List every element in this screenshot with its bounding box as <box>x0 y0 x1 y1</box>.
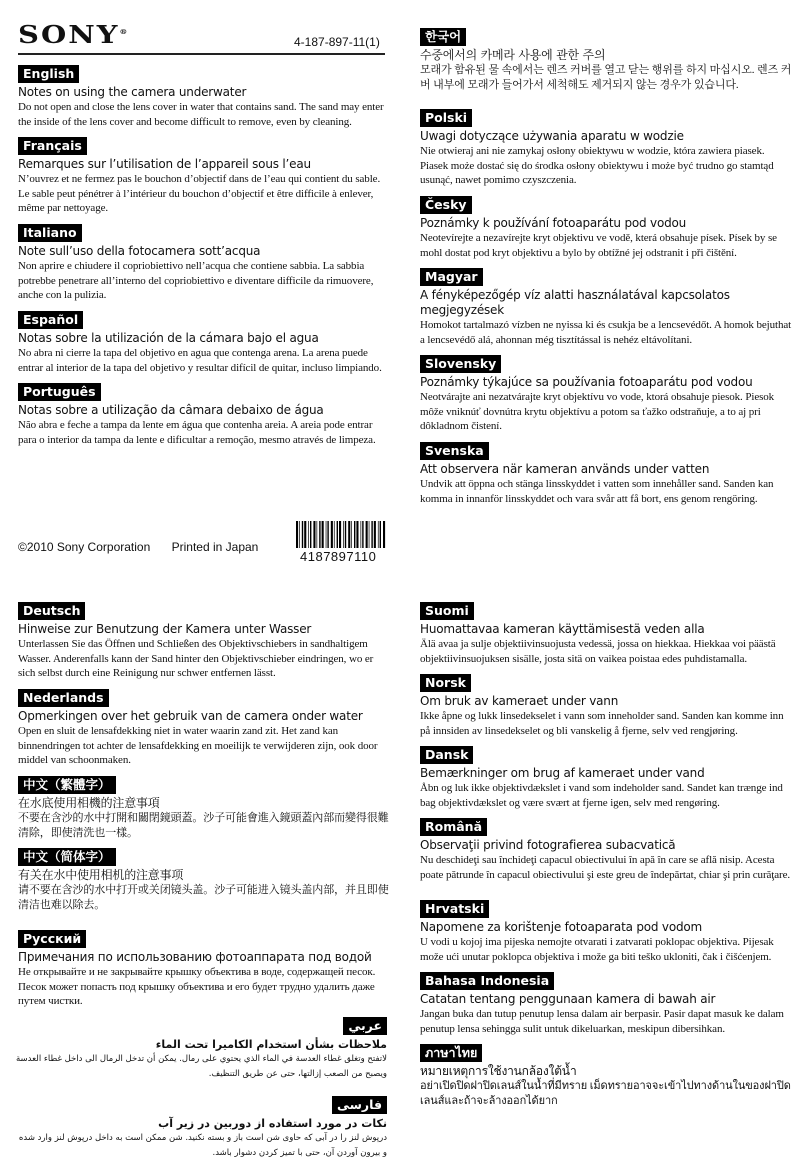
language-section <box>18 928 390 1009</box>
barcode-bar <box>383 521 385 548</box>
section-heading: A fényképezőgép víz alatti használatával kapcsolatos megjegyzések <box>420 288 730 317</box>
barcode <box>296 521 386 548</box>
section-body: لاتفتح وتغلق غطاء العدسة في الماء الذي يحتوي على رمال. يمكن أن تدخل الرمال الى داخل غطاء العدسة ويصبح من الصعب إزالتها، حتى عن طريق التنظيف. <box>16 1054 387 1079</box>
language-section <box>420 266 792 347</box>
language-label: Polski <box>420 109 472 127</box>
language-section <box>18 774 390 840</box>
footer <box>18 540 276 554</box>
section-heading: Notas sobre a utilização da câmara debaixo de água <box>18 403 324 417</box>
language-section <box>420 816 792 882</box>
section-body: Non aprire e chiudere il copriobiettivo nell’acqua che contiene sabbia. La sabbia potrebbe penetrare all’interno del copriobiettivo e diventare difficile da rimuovere, anche con la pulizia. <box>18 260 374 301</box>
language-section <box>420 440 792 506</box>
barcode-bar <box>345 521 346 548</box>
barcode-bar <box>334 521 335 548</box>
copyright: ©2010 Sony Corporation <box>18 540 151 554</box>
barcode-bar <box>331 521 333 548</box>
language-label: Hrvatski <box>420 900 489 918</box>
section-heading: Примечания по использованию фотоаппарата под водой <box>18 950 372 964</box>
language-section <box>420 970 792 1036</box>
barcode-bar <box>302 521 303 548</box>
section-heading: 수중에서의 카메라 사용에 관한 주의 <box>420 48 606 62</box>
barcode-bar <box>339 521 341 548</box>
barcode-bar <box>296 521 298 548</box>
language-section <box>15 1015 387 1082</box>
section-heading: Napomene za korištenje fotoaparata pod vodom <box>420 920 703 934</box>
language-label: Bahasa Indonesia <box>420 972 554 990</box>
section-body: 请不要在含沙的水中打开或关闭镜头盖。沙子可能进入镜头盖内部，并且即使清洁也难以除去。 <box>18 884 389 911</box>
section-body: Nie otwieraj ani nie zamykaj osłony obiektywu w wodzie, która zawiera piasek. Piasek może dostać się do środka osłony obiektywu i może być trudno go stamtąd usunąć, nawet pomimo czyszczenia. <box>420 145 774 186</box>
language-label: Svenska <box>420 442 489 460</box>
section-body: Не открывайте и не закрывайте крышку объектива в воде, содержащей песок. Песок может попасть под крышку объектива и его будет трудно удалить даже путем чистки. <box>18 966 376 1007</box>
section-heading: Notas sobre la utilización de la cámara bajo el agua <box>18 331 319 345</box>
language-label: Français <box>18 137 87 155</box>
section-body: Não abra e feche a tampa da lente em água que contenha areia. A areia pode entrar para o interior da tampa da lente e dificultar a remoção, mesmo através de limpeza. <box>18 419 376 446</box>
section-body: 不要在含沙的水中打開和關閉鏡頭蓋。沙子可能會進入鏡頭蓋內部而變得很難清除，即使清洗也一樣。 <box>18 812 389 839</box>
section-heading: 在水底使用相機的注意事項 <box>18 796 160 810</box>
part-number: 4-187-897-11(1) <box>294 35 380 49</box>
section-body: Älä avaa ja sulje objektiivinsuojusta vedessä, jossa on hiekkaa. Hiekkaa voi päästä objektiivinsuojuksen sisälle, josta sitä on vaikea poistaa edes puhdistamalla. <box>420 638 776 665</box>
section-heading: ملاحظات بشأن استخدام الكاميرا تحت الماء <box>155 1038 387 1051</box>
barcode-bar <box>351 521 352 548</box>
section-heading: หมายเหตุการใช้งานกล้องใต้น้ำ <box>420 1064 577 1078</box>
language-label: Русский <box>18 930 86 948</box>
section-body: درپوش لنز را در آبی که حاوی شن است باز و بسته نکنید. شن ممکن است به داخل درپوش لنز وارد شده و بیرون آوردن آن، حتی با تمیز کردن دشوار باشد. <box>18 1133 387 1158</box>
section-body: Åbn og luk ikke objektivdækslet i vand som indeholder sand. Sandet kan trænge ind bag objektivdækslet og være svært at fjerne igen, selv med rengøring. <box>420 782 783 809</box>
section-heading: Note sull’uso della fotocamera sott’acqua <box>18 244 261 258</box>
barcode-bar <box>310 521 311 548</box>
section-body: Jangan buka dan tutup penutup lensa dalam air berpasir. Pasir dapat masuk ke dalam penutup lensa sehingga sulit untuk dikeluarkan, meskipun dibersihkan. <box>420 1008 784 1035</box>
section-body: Do not open and close the lens cover in water that contains sand. The sand may enter the inside of the lens cover and become difficult to remove, even by cleaning. <box>18 101 384 128</box>
barcode-bar <box>371 521 372 548</box>
section-body: Unterlassen Sie das Öffnen und Schließen des Objektivschiebers in sandhaltigem Wasser. Anderenfalls kann der Sand hinter den Objektivschieber eindringen, wo er sich selbst durch eine Reinigung nur schwer entfernen lässt. <box>18 638 374 679</box>
language-label: Česky <box>420 196 472 214</box>
section-heading: Att observera när kameran används under vatten <box>420 462 710 476</box>
logo-text: SONY <box>18 20 120 49</box>
section-body: U vodi u kojoj ima pijeska nemojte otvarati i zatvarati poklopac objektiva. Pijesak može ući unutar poklopca objektiva i može ga biti teško ukloniti, čak i čišćenjem. <box>420 936 774 963</box>
section-body: Undvik att öppna och stänga linsskyddet i vatten som innehåller sand. Sanden kan komma in innanför linsskyddet och vara svår att få bort, ens genom rengöring. <box>420 478 774 505</box>
barcode-bar <box>361 521 362 548</box>
section-heading: 有关在水中使用相机的注意事项 <box>18 868 184 882</box>
language-section <box>420 194 792 260</box>
language-section <box>420 107 792 188</box>
section-body: Ikke åpne og lukk linsedekselet i vann som inneholder sand. Sanden kan komme inn på innsiden av linsedekselet og bli vanskelig å fjerne, selv ved rengjøring. <box>420 710 784 737</box>
barcode-bar <box>374 521 376 548</box>
section-heading: نکات در مورد استفاده از دوربین در زیر آب <box>158 1117 387 1130</box>
barcode-number: 4187897110 <box>300 549 377 564</box>
section-heading: Poznámky týkajúce sa používania fotoaparátu pod vodou <box>420 375 753 389</box>
language-section <box>18 309 390 375</box>
section-body: อย่าเปิดปิดฝาปิดเลนส์ในน้ำที่มีทราย เม็ดทรายอาจจะเข้าไปทางด้านในของฝาปิดเลนส์และถ้าจะล้างออกได้ยาก <box>420 1080 791 1107</box>
language-section <box>18 135 390 216</box>
barcode-bar <box>380 521 381 548</box>
barcode-bar <box>322 521 324 548</box>
barcode-bar <box>362 521 363 548</box>
header-divider <box>18 53 385 55</box>
section-body: Neotevírejte a nezavírejte kryt objektivu ve vodě, která obsahuje písek. Písek by se mohl dostat pod kryt objektivu a bylo by obtížné jej odstranit i při čištění. <box>420 232 777 259</box>
language-label: 中文（简体字） <box>18 848 116 866</box>
language-section <box>420 600 792 666</box>
language-section <box>420 744 792 810</box>
language-section <box>18 846 390 912</box>
section-heading: Uwagi dotyczące używania aparatu w wodzie <box>420 129 684 143</box>
section-body: No abra ni cierre la tapa del objetivo en agua que contenga arena. La arena puede entrar al interior de la tapa del objetivo y resultar difícil de quitar, incluso limpiando. <box>18 347 382 374</box>
barcode-bar <box>354 521 355 548</box>
language-section <box>18 687 390 768</box>
barcode-bar <box>317 521 318 548</box>
section-body: Open en sluit de lensafdekking niet in water waarin zand zit. Het zand kan binnendringen tot achter de lensafdekking en moeilijk te verwijderen zijn, ook door middel van schoonmaken. <box>18 725 378 766</box>
language-label: عربي <box>343 1017 387 1035</box>
section-heading: Huomattavaa kameran käyttämisestä veden alla <box>420 622 705 636</box>
language-label: Nederlands <box>18 689 109 707</box>
sony-logo: SONY® <box>18 20 128 49</box>
language-section <box>15 1094 387 1161</box>
language-section <box>18 600 390 681</box>
barcode-bar <box>337 521 338 548</box>
language-label: Dansk <box>420 746 473 764</box>
barcode-bar <box>378 521 379 548</box>
language-section <box>420 898 792 964</box>
barcode-bar <box>299 521 300 548</box>
barcode-bar <box>304 521 306 548</box>
language-section <box>420 26 792 92</box>
language-section <box>18 381 390 447</box>
language-label: ภาษาไทย <box>420 1044 482 1062</box>
barcode-bar <box>366 521 368 548</box>
section-body: N’ouvrez et ne fermez pas le bouchon d’objectif dans de l’eau qui contient du sable. Le sable peut pénétrer à l’intérieur du bouchon d’objectif et être difficile à enlever, même par nettoyage. <box>18 173 381 214</box>
language-label: 中文（繁體字） <box>18 776 116 794</box>
barcode-bar <box>356 521 358 548</box>
language-label: English <box>18 65 79 83</box>
section-body: Homokot tartalmazó vízben ne nyissa ki és csukja be a lencsevédőt. A homok bejuthat a lencsevédő alá, ahonnan még tisztítással is nehéz eltávolítani. <box>420 319 792 346</box>
section-heading: Hinweise zur Benutzung der Kamera unter Wasser <box>18 622 312 636</box>
language-label: Magyar <box>420 268 483 286</box>
section-heading: Remarques sur l’utilisation de l’appareil sous l’eau <box>18 157 311 171</box>
language-label: Deutsch <box>18 602 85 620</box>
language-section <box>420 672 792 738</box>
language-label: Português <box>18 383 101 401</box>
barcode-bar <box>343 521 344 548</box>
language-label: Español <box>18 311 83 329</box>
language-label: Suomi <box>420 602 474 620</box>
language-label: فارسی <box>332 1096 387 1114</box>
barcode-bar <box>348 521 350 548</box>
section-body: Nu deschideţi sau închideţi capacul obiectivului în apă în care se află nisip. Acesta poate pătrunde în capacul obiectivului şi este greu de îndepărtat, chiar şi prin curăţare. <box>420 854 791 881</box>
language-section <box>420 353 792 434</box>
section-heading: Notes on using the camera underwater <box>18 85 247 99</box>
section-heading: Observaţii privind fotografierea subacvatică <box>420 838 676 852</box>
section-body: Neotvárajte ani nezatvárajte kryt objektívu vo vode, ktorá obsahuje piesok. Piesok môže vniknúť dovnútra krytu objektívu a potom sa ťažko odstraňuje, a to aj pri dôkladnom čistení. <box>420 391 775 432</box>
language-section <box>18 222 390 303</box>
language-label: Slovensky <box>420 355 501 373</box>
language-label: Italiano <box>18 224 82 242</box>
section-heading: Poznámky k používání fotoaparátu pod vodou <box>420 216 687 230</box>
barcode-bar <box>326 521 327 548</box>
language-label: 한국어 <box>420 28 466 46</box>
section-heading: Bemærkninger om brug af kameraet under vand <box>420 766 705 780</box>
language-label: Română <box>420 818 487 836</box>
printed-in: Printed in Japan <box>171 540 259 554</box>
language-section <box>18 63 390 129</box>
language-label: Norsk <box>420 674 471 692</box>
barcode-bar <box>369 521 370 548</box>
barcode-bar <box>319 521 320 548</box>
section-heading: Om bruk av kameraet under vann <box>420 694 619 708</box>
barcode-bar <box>327 521 328 548</box>
section-heading: Catatan tentang penggunaan kamera di bawah air <box>420 992 716 1006</box>
barcode-bar <box>313 521 315 548</box>
barcode-bar <box>308 521 309 548</box>
section-heading: Opmerkingen over het gebruik van de camera onder water <box>18 709 363 723</box>
section-body: 모래가 함유된 물 속에서는 렌즈 커버를 열고 닫는 행위를 하지 마십시오. 렌즈 커버 내부에 모래가 들어가서 세척해도 제거되지 않는 경우가 있습니다. <box>420 64 792 91</box>
language-section <box>420 1042 792 1108</box>
